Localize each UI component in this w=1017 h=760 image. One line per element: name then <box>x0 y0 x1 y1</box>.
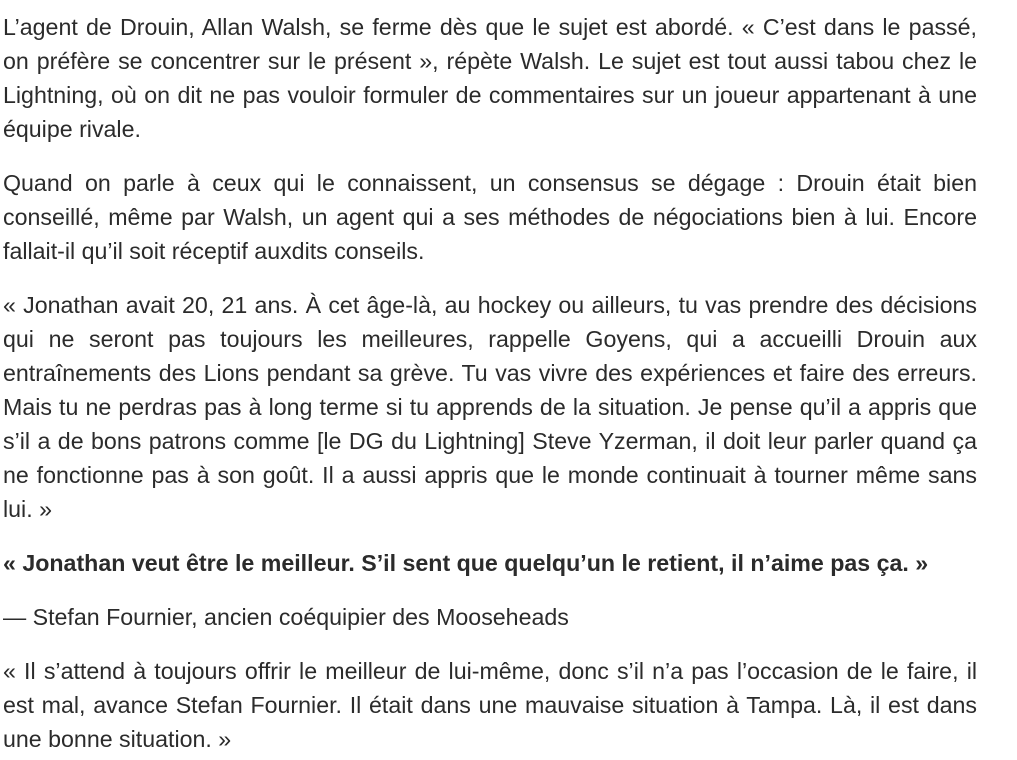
pull-quote-attribution: — Stefan Fournier, ancien coéquipier des Mooseheads <box>3 604 569 630</box>
paragraph-agent-walsh: L’agent de Drouin, Allan Walsh, se ferme dès que le sujet est abordé. « C’est dans le passé, on préfère se concentrer sur le présent », répète Walsh. Le sujet est tout aussi tabou chez le Lightning, où on dit ne pas vouloir formuler de commentaires sur un joueur appartenant à une équipe rivale. <box>3 14 977 142</box>
paragraph-goyens-quote: « Jonathan avait 20, 21 ans. À cet âge-là, au hockey ou ailleurs, tu vas prendre des décisions qui ne seront pas toujours les meilleures, rappelle Goyens, qui a accueilli Drouin aux entraînements des Lions pendant sa grève. Tu vas vivre des expériences et faire des erreurs. Mais tu ne perdras pas à long terme si tu apprends de la situation. Je pense qu’il a appris que s’il a de bons patrons comme [le DG du Lightning] Steve Yzerman, il doit leur parler quand ça ne fonctionne pas à son goût. Il a aussi appris que le monde continuait à tourner même sans lui. » <box>3 292 977 522</box>
paragraph-fournier-quote: « Il s’attend à toujours offrir le meilleur de lui-même, donc s’il n’a pas l’occasion de le faire, il est mal, avance Stefan Fournier. Il était dans une mauvaise situation à Tampa. Là, il est dans une bonne situation. » <box>3 658 977 752</box>
pull-quote: « Jonathan veut être le meilleur. S’il sent que quelqu’un le retient, il n’aime pas ça. » <box>3 550 929 576</box>
paragraph-consensus: Quand on parle à ceux qui le connaissent, un consensus se dégage : Drouin était bien conseillé, même par Walsh, un agent qui a ses méthodes de négociations bien à lui. Encore fallait-il qu’il soit réceptif auxdits conseils. <box>3 170 977 264</box>
